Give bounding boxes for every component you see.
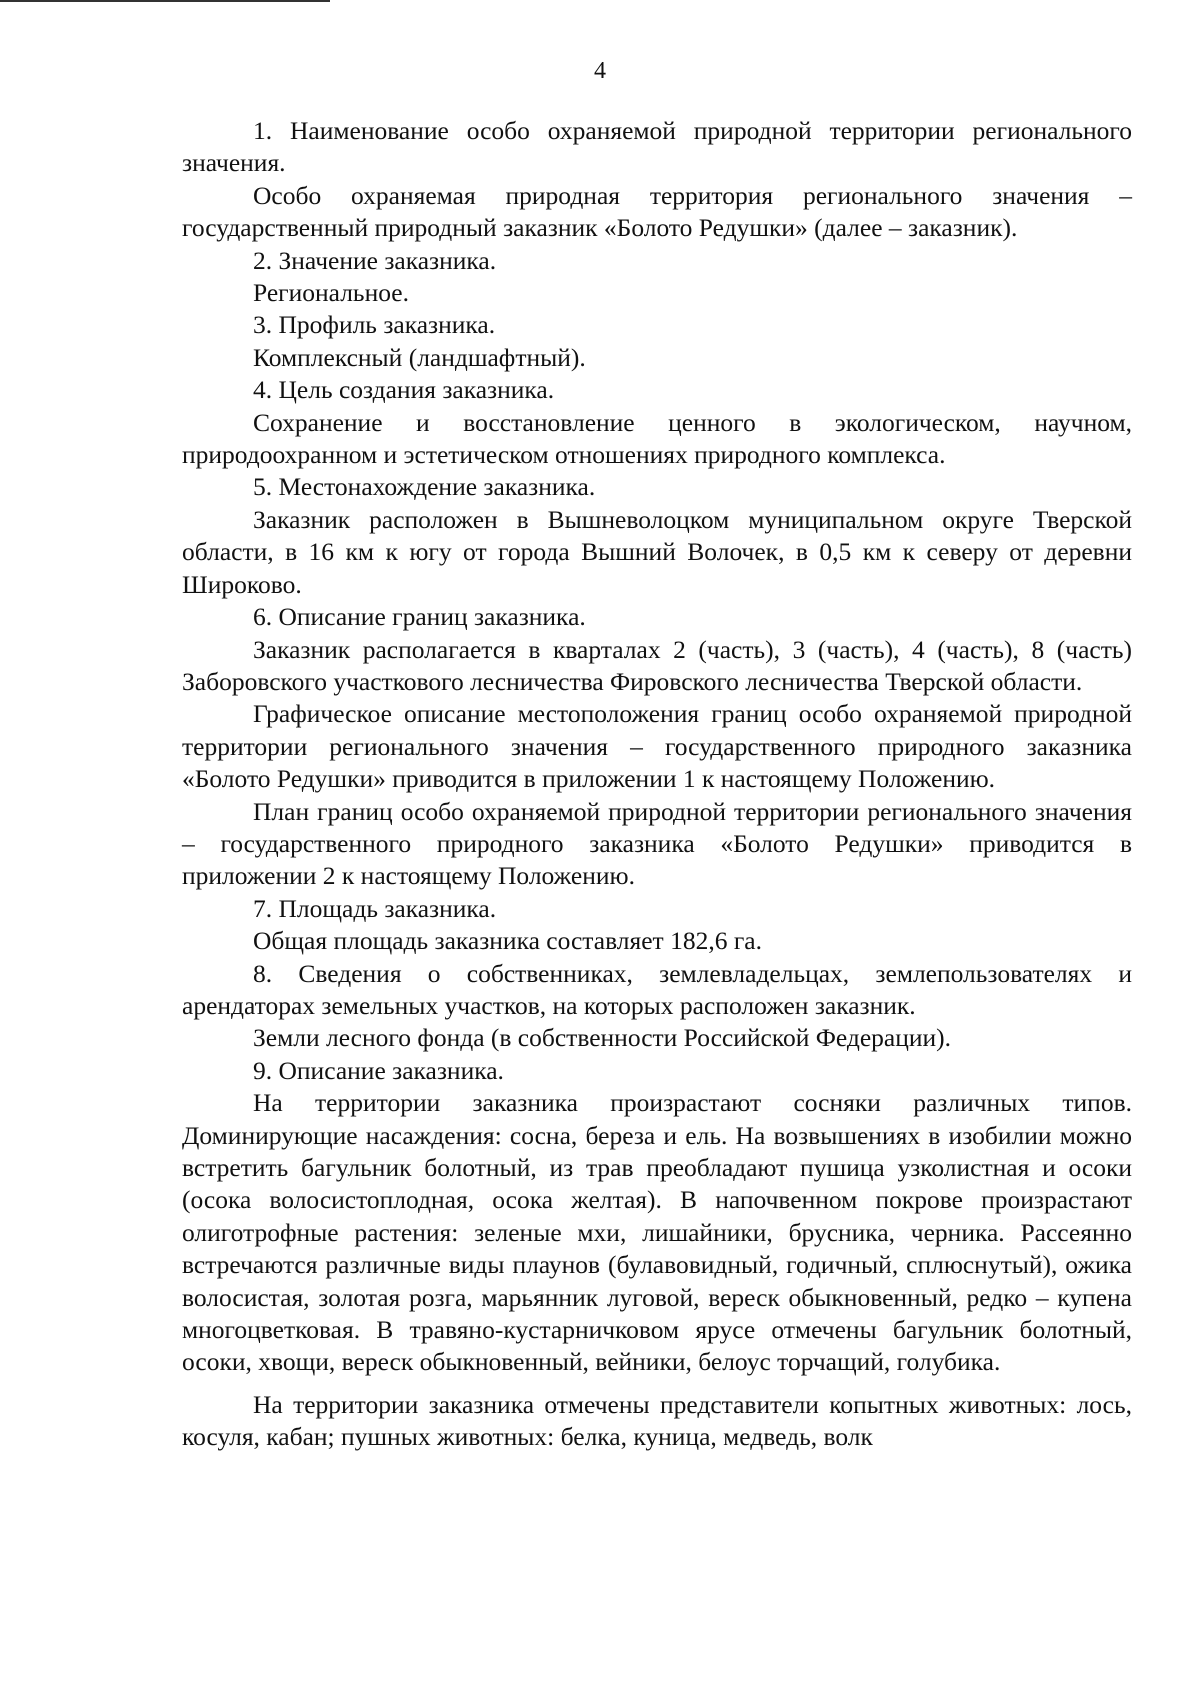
scan-edge-line (0, 0, 330, 2)
paragraph-section-1-heading: 1. Наименование особо охраняемой природной территории регионального значения. (182, 116, 1132, 178)
paragraph-section-9-flora: На территории заказника произрастают сосняки различных типов. Доминирующие насаждения: сосна, береза и ель. На возвышениях в изобилии можно встретить багульник болотный, из трав преобладают пушица узколистная и осоки (осока волосистоплодная, осока желтая). В напочвенном покрове произрастают олиготрофные растения: зеленые мхи, лишайники, брусника, черника. Рассеянно встречаются различные виды плаунов (булавовидный, годичный, сплюснутый), ожика волосистая, золотая розга, марьянник луговой, вереск обыкновенный, редко – купена многоцветковая. В травяно-кустарничковом ярусе отмечены багульник болотный, осоки, хвощи, вереск обыкновенный, вейники, белоус торчащий, голубика. (182, 1088, 1132, 1377)
paragraph-section-9-heading: 9. Описание заказника. (253, 1055, 504, 1085)
paragraph-section-8-heading: 8. Сведения о собственниках, землевладельцах, землепользователях и арендаторах земельных участков, на которых расположен заказник. (182, 958, 1132, 1020)
page-number: 4 (594, 58, 606, 84)
paragraph-section-5-text: Заказник расположен в Вышневолоцком муниципальном округе Тверской области, в 16 км к югу от города Вышний Волочек, в 0,5 км к северу от деревни Широково. (182, 504, 1132, 599)
paragraph-section-1-text: Особо охраняемая природная территория регионального значения – государственный природный заказник «Болото Редушки» (далее – заказник). (182, 180, 1132, 243)
paragraph-section-4-heading: 4. Цель создания заказника. (253, 375, 555, 405)
paragraph-section-6-heading: 6. Описание границ заказника. (253, 602, 586, 632)
paragraph-section-6-boundary-plan: План границ особо охраняемой природной территории регионального значения – государственного природного заказника «Болото Редушки» приводится в приложении 2 к настоящему Положению. (182, 796, 1132, 891)
paragraph-section-7-text: Общая площадь заказника составляет 182,6 га. (253, 926, 762, 956)
paragraph-section-6-text: Заказник располагается в кварталах 2 (часть), 3 (часть), 4 (часть), 8 (часть) Заборовского участкового лесничества Фировского лесничества Тверской области. (182, 634, 1132, 696)
paragraph-section-4-text: Сохранение и восстановление ценного в экологическом, научном, природоохранном и эстетическом отношениях природного комплекса. (182, 407, 1132, 470)
paragraph-section-2-heading: 2. Значение заказника. (253, 245, 497, 275)
paragraph-section-7-heading: 7. Площадь заказника. (253, 893, 497, 923)
paragraph-section-6-graphic-description: Графическое описание местоположения границ особо охраняемой природной территории регионального значения – государственного природного заказника «Болото Редушки» приводится в приложении 1 к настоящему Положению. (182, 699, 1132, 794)
paragraph-section-8-text: Земли лесного фонда (в собственности Российской Федерации). (253, 1023, 952, 1053)
paragraph-section-2-text: Региональное. (253, 278, 409, 308)
paragraph-section-3-heading: 3. Профиль заказника. (253, 310, 496, 340)
paragraph-section-9-fauna: На территории заказника отмечены представители копытных животных: лось, косуля, кабан; пушных животных: белка, куница, медведь, волк (182, 1389, 1132, 1452)
paragraph-section-3-text: Комплексный (ландшафтный). (253, 342, 586, 372)
paragraph-section-5-heading: 5. Местонахождение заказника. (253, 472, 596, 502)
document-body (182, 115, 1132, 1454)
